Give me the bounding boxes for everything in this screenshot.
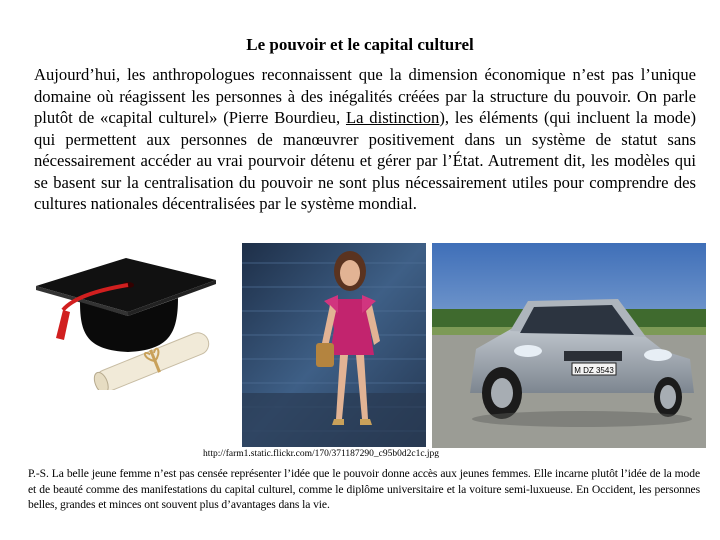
- book-title: La distinction: [345, 108, 440, 127]
- silver-car-photo: [432, 243, 706, 448]
- photo-caption: P.-S. La belle jeune femme n’est pas censée représenter l’idée que le pouvoir donne accès aux jeunes femmes. Elle incarne plutôt l’idée de la mode et de beauté comme des manifestations du capital culturel, comme le diplôme universitaire et la voiture semi-luxueuse. En Occident, les personnes belles, grandes et minces ont souvent plus d’avantages dans la vie.: [28, 467, 700, 511]
- intro-paragraph: [34, 64, 696, 215]
- license-plate-text: M DZ 3543: [574, 366, 614, 375]
- graduation-cap-image: [28, 240, 228, 390]
- fashion-woman-photo: [242, 243, 426, 447]
- intro-text-start: Aujourd’hui, les anthropologues reconnaissent que la dimension économique n’est pas l’unique domaine où réagissent les personnes à des inégalités créées par la structure du pouvoir. On parle plutôt de «capital culturel» (Pierre Bourdieu,: [34, 65, 696, 127]
- intro-text-end: ), les éléments (qui incluent la mode) qui permettent aux personnes de manœuvrer positivement dans un système de statut sans nécessairement accéder au vrai pourvoir détenu et gérer par l’État. Autrement dit, les modèles qui se basent sur la centralisation du pouvoir ne sont plus nécessairement utiles pour comprendre des cultures nationales décentralisées par le système mondial.: [34, 108, 697, 213]
- slide-title: Le pouvoir et le capital culturel: [246, 35, 474, 54]
- image-source-url: http://farm1.static.flickr.com/170/371187290_c95b0d2c1c.jpg: [203, 449, 440, 459]
